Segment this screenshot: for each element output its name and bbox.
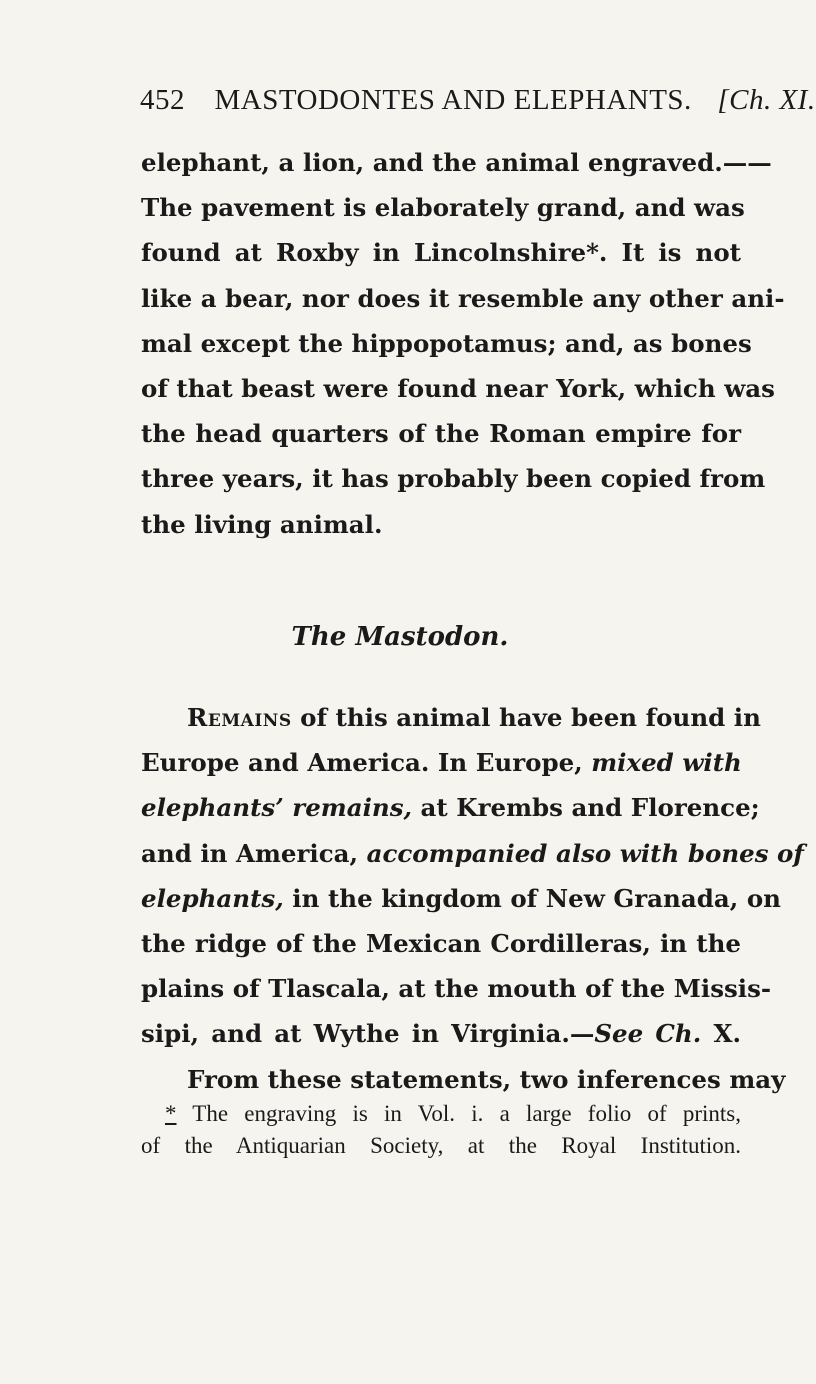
text-line [141, 785, 760, 830]
text-run: The engraving is in Vol. i. a large folio of prints, [176, 1101, 741, 1126]
text-line: like a bear, nor does it resemble any other ani- [141, 283, 785, 313]
text-line: three years, it has probably been copied from [141, 464, 766, 494]
running-header [140, 84, 816, 117]
footnote-line [141, 1098, 741, 1130]
text-line: the ridge of the Mexican Cordilleras, in the [141, 928, 741, 958]
running-title: MASTODONTES AND ELEPHANTS. [214, 84, 692, 116]
paragraph-1 [141, 140, 785, 547]
paragraph-2 [141, 695, 804, 1102]
italic-run: mixed with [582, 748, 742, 778]
text-line [141, 831, 804, 876]
text-line: From these statements, two inferences may [187, 1064, 786, 1094]
text-run: of this animal have been found in [291, 703, 761, 732]
text-run: in the kingdom of New Granada, on [283, 883, 781, 913]
footnote [141, 1098, 741, 1162]
text-line: mal except the hippopotamus; and, as bones [141, 328, 752, 358]
text-run: and in America, [141, 838, 359, 868]
italic-run: See Ch. [594, 1019, 702, 1049]
text-line: found at Roxby in Lincolnshire*. It is not [141, 238, 741, 268]
text-line: elephant, a lion, and the animal engraved.—— [141, 148, 772, 177]
small-caps-word: Remains [187, 703, 292, 732]
text-line: the head quarters of the Roman empire for [141, 419, 741, 449]
text-line [141, 1011, 741, 1056]
text-line: the living animal. [141, 509, 383, 539]
footnote-line: of the Antiquarian Society, at the Royal Institution. [141, 1133, 741, 1158]
footnote-marker: * [165, 1101, 177, 1126]
italic-run: elephants, [141, 883, 284, 913]
text-run: at Krembs and Florence; [412, 793, 760, 823]
text-line [141, 695, 761, 740]
text-line: plains of Tlascala, at the mouth of the Missis- [141, 974, 772, 1004]
italic-run: elephants’ remains, [141, 793, 413, 823]
text-line: The pavement is elaborately grand, and was [141, 193, 745, 223]
text-run: X. [701, 1019, 741, 1049]
page-number: 452 [140, 84, 185, 116]
text-line [141, 740, 741, 785]
chapter-reference: [Ch. XI. [717, 84, 816, 116]
text-line [141, 876, 781, 921]
italic-run: accompanied also with bones of [358, 838, 804, 868]
text-run: sipi, and at Wythe in Virginia.— [141, 1019, 595, 1049]
text-run: Europe and America. In Europe, [141, 748, 583, 778]
section-heading: The Mastodon. [291, 622, 509, 652]
text-line: of that beast were found near York, which was [141, 373, 775, 403]
